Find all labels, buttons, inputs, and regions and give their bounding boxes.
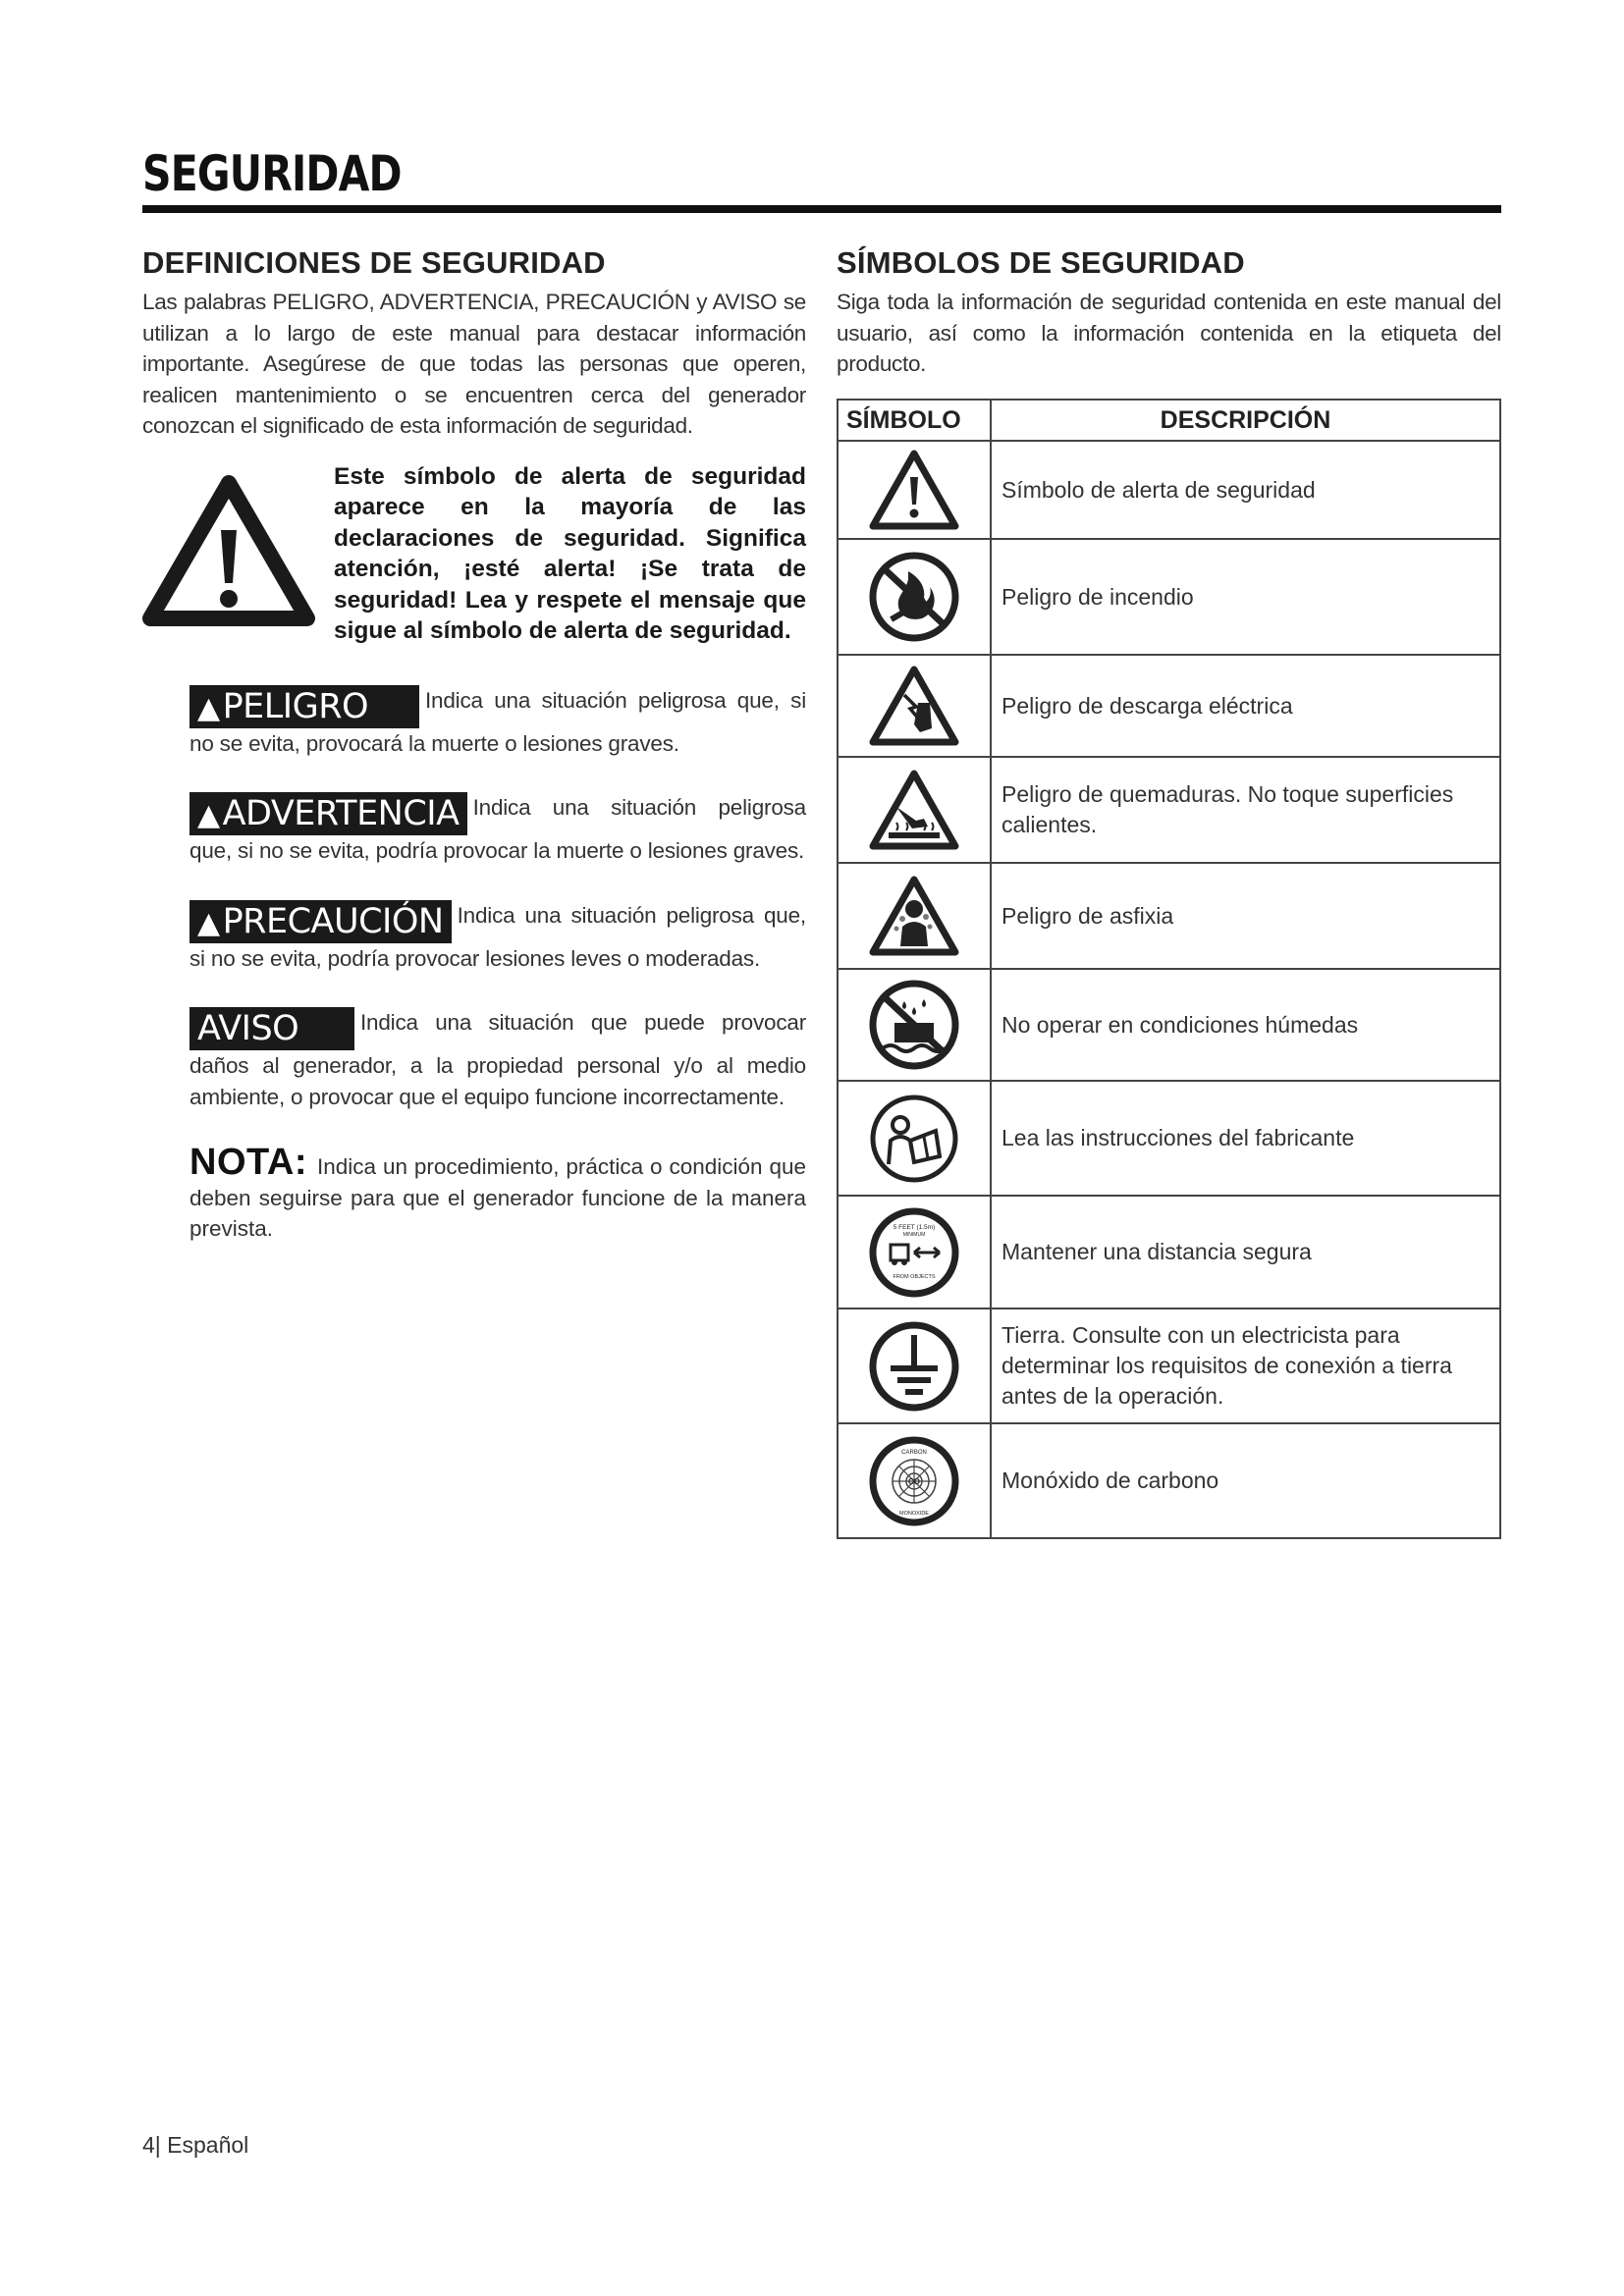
table-cell-desc: No operar en condiciones húmedas	[991, 969, 1500, 1081]
signal-tag-precaucion: ▲PRECAUCIÓN	[189, 900, 452, 943]
table-row	[838, 441, 1500, 539]
signal-peligro	[189, 685, 806, 760]
definitions-heading: DEFINICIONES DE SEGURIDAD	[142, 245, 606, 280]
table-row	[838, 1308, 1500, 1423]
title-rule	[142, 205, 1501, 213]
definitions-intro: Las palabras PELIGRO, ADVERTENCIA, PRECAUCIÓN y AVISO se utilizan a lo largo de este manual para destacar información importante. Asegúrese de que todas las personas que operen, realicen mantenimiento o se encuentren cerca del generador conozcan el significado de esta información de seguridad.	[142, 290, 806, 438]
table-row	[838, 1081, 1500, 1196]
safety-alert-text: Este símbolo de alerta de seguridad aparece en la mayoría de las declaraciones de seguridad. Significa atención, ¡esté alerta! ¡Se trata de seguridad! Lea y respete el mensaje que sigue al símbolo de alerta de seguridad.	[334, 462, 806, 644]
carbon-monoxide-icon	[867, 1434, 961, 1528]
table-cell-desc: Mantener una distancia segura	[991, 1196, 1500, 1308]
signal-tag-aviso: AVISO	[189, 1007, 354, 1050]
table-cell-desc: Monóxido de carbono	[991, 1423, 1500, 1538]
table-cell-desc: Peligro de descarga eléctrica	[991, 655, 1500, 757]
table-cell-desc: Peligro de quemaduras. No toque superficies calientes.	[991, 757, 1500, 863]
table-row	[838, 655, 1500, 757]
safety-alert-block	[142, 461, 806, 658]
table-row	[838, 969, 1500, 1081]
co-label-center: CO	[908, 1476, 920, 1486]
asphyxiation-icon	[867, 874, 961, 958]
column-header-description: DESCRIPCIÓN	[991, 400, 1500, 441]
distance-label-top: 5 FEET (1.5m)	[893, 1223, 936, 1231]
co-label-top: CARBON	[901, 1449, 927, 1456]
safety-alert-icon	[142, 473, 315, 628]
distance-label-bottom: FROM OBJECTS	[893, 1273, 936, 1280]
signal-tag-peligro: ▲PELIGRO	[189, 685, 419, 728]
table-row	[838, 1196, 1500, 1308]
note	[189, 1142, 806, 1245]
note-label: NOTA:	[189, 1142, 307, 1183]
signal-desc: AVISO Indica una situación que puede provocar daños al generador, a la propiedad personal y/o al medio ambiente, o provocar que el equipo funcione incorrectamente.	[189, 1009, 806, 1109]
signal-precaucion	[189, 900, 806, 975]
co-label-bottom: MONOXIDE	[899, 1510, 929, 1517]
ground-icon	[867, 1319, 961, 1414]
electric-shock-icon	[867, 664, 961, 748]
table-cell-desc: Lea las instrucciones del fabricante	[991, 1081, 1500, 1196]
column-header-symbol: SÍMBOLO	[838, 400, 991, 441]
table-row	[838, 863, 1500, 969]
table-header-row	[838, 400, 1500, 441]
note-text: Indica un procedimiento, práctica o condición que deben seguirse para que el generador funcione de la manera prevista.	[189, 1154, 806, 1241]
safety-alert-icon	[867, 448, 961, 532]
table-cell-desc: Tierra. Consulte con un electricista para determinar los requisitos de conexión a tierra antes de la operación.	[991, 1308, 1500, 1423]
page-footer: 4| Español	[142, 2132, 249, 2158]
table-cell-desc: Símbolo de alerta de seguridad	[991, 441, 1500, 539]
hot-surface-icon	[867, 768, 961, 852]
fire-hazard-icon	[867, 550, 961, 644]
warning-triangle-icon: ▲	[197, 690, 220, 725]
safe-distance-icon	[867, 1205, 961, 1300]
warning-triangle-icon: ▲	[197, 905, 220, 940]
signal-tag-advertencia: ▲ADVERTENCIA	[189, 792, 467, 835]
signal-desc: ▲PRECAUCIÓN Indica una situación peligrosa que, si no se evita, podría provocar lesiones leves o moderadas.	[189, 901, 806, 971]
signal-aviso	[189, 1007, 806, 1112]
warning-triangle-icon: ▲	[197, 798, 220, 832]
table-cell-desc: Peligro de asfixia	[991, 863, 1500, 969]
signal-desc: ▲ADVERTENCIA Indica una situación peligrosa que, si no se evita, podría provocar la muerte o lesiones graves.	[189, 794, 806, 863]
read-manual-icon	[867, 1092, 961, 1186]
table-row	[838, 1423, 1500, 1538]
distance-label-mid: MINIMUM	[902, 1231, 926, 1238]
signal-desc: ▲PELIGRO Indica una situación peligrosa que, si no se evita, provocará la muerte o lesiones graves.	[189, 686, 806, 756]
signal-advertencia	[189, 792, 806, 867]
symbols-intro: Siga toda la información de seguridad contenida en este manual del usuario, así como la información contenida en la etiqueta del producto.	[837, 290, 1501, 376]
table-row	[838, 539, 1500, 655]
no-wet-conditions-icon	[867, 978, 961, 1072]
symbols-column	[837, 245, 1501, 380]
definitions-column	[142, 245, 806, 1245]
table-cell-desc: Peligro de incendio	[991, 539, 1500, 655]
table-row	[838, 757, 1500, 863]
symbols-heading: SÍMBOLOS DE SEGURIDAD	[837, 245, 1245, 280]
page-title: SEGURIDAD	[142, 145, 402, 202]
safety-symbols-table	[837, 399, 1501, 1539]
